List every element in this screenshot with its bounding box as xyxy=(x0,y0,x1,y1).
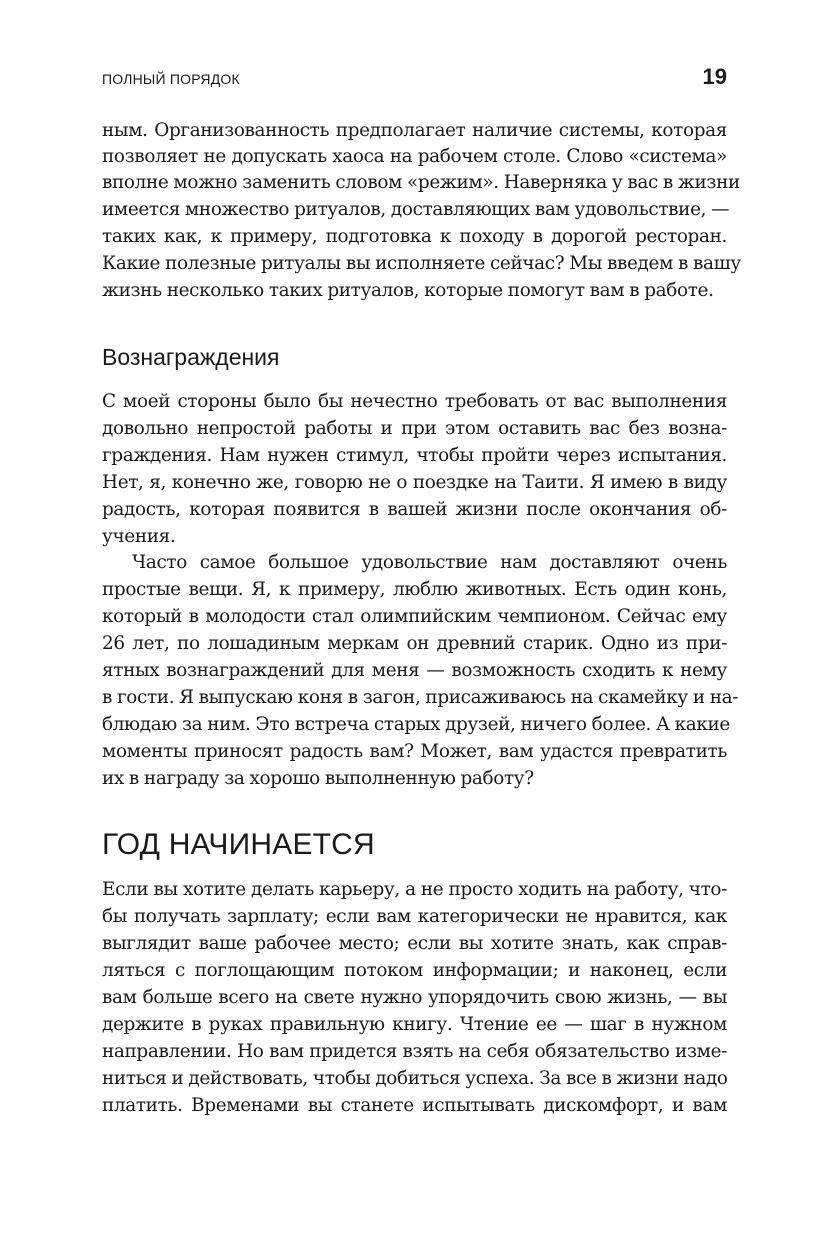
year-line: вам больше всего на свете нужно упорядочить свою жизнь, — вы xyxy=(102,987,727,1008)
year-line: платить. Временами вы станете испытывать дискомфорт, и вам xyxy=(102,1095,727,1116)
rewards-p1-line: учения. xyxy=(102,526,176,547)
rewards-p2-line: который в молодости стал олимпийским чемпионом. Сейчас ему xyxy=(102,606,727,627)
rewards-p1-line: С моей стороны было бы нечестно требовать от вас выполнения xyxy=(102,391,727,412)
year-line: ниться и действовать, чтобы добиться успеха. За все в жизни надо xyxy=(102,1068,728,1089)
intro-line: ным. Организованность предполагает наличие системы, которая xyxy=(102,120,727,141)
intro-line: таких как, к примеру, подготовка к походу в дорогой ресторан. xyxy=(102,226,727,247)
rewards-p1-line: довольно непростой работы и при этом оставить вас без возна- xyxy=(102,418,727,439)
intro-line: имеется множество ритуалов, доставляющих вам удовольствие, — xyxy=(102,199,730,220)
intro-line: жизнь несколько таких ритуалов, которые помогут вам в работе. xyxy=(102,280,714,301)
rewards-p2-line: в гости. Я выпускаю коня в загон, присаживаюсь на скамейку и на- xyxy=(102,687,739,708)
page-number: 19 xyxy=(702,64,727,89)
intro-line: позволяет не допускать хаоса на рабочем столе. Слово «система» xyxy=(102,146,727,167)
rewards-p1-line: Нет, я, конечно же, говорю не о поездке на Таити. Я имею в виду xyxy=(102,472,727,493)
year-line: направлении. Но вам придется взять на себя обязательство изме- xyxy=(102,1041,727,1062)
year-line: бы получать зарплату; если вам категорически не нравится, как xyxy=(102,906,727,927)
intro-line: Какие полезные ритуалы вы исполняете сейчас? Мы введем в вашу xyxy=(102,253,741,274)
rewards-p2-line: блюдаю за ним. Это встреча старых друзей, ничего более. А какие xyxy=(102,714,730,735)
rewards-p2-line: простые вещи. Я, к примеру, люблю животных. Есть один конь, xyxy=(102,579,727,600)
rewards-p1-line: граждения. Нам нужен стимул, чтобы пройти через испытания. xyxy=(102,445,727,466)
rewards-p2-line: моменты приносят радость вам? Может, вам удастся превратить xyxy=(102,741,727,762)
rewards-p2-line: их в награду за хорошо выполненную работу? xyxy=(102,768,534,789)
rewards-p2-line: Часто самое большое удовольствие нам доставляют очень xyxy=(132,552,727,573)
year-line: держите в руках правильную книгу. Чтение ее — шаг в нужном xyxy=(102,1014,727,1035)
year-line: Если вы хотите делать карьеру, а не просто ходить на работу, что- xyxy=(102,879,727,900)
rewards-p2-line: 26 лет, по лошадиным меркам он древний старик. Одно из при- xyxy=(102,633,727,654)
year-line: выглядит ваше рабочее место; если вы хотите знать, как справ- xyxy=(102,933,727,954)
rewards-p1-line: радость, которая появится в вашей жизни после окончания об- xyxy=(102,499,727,520)
rewards-p2-line: ятных вознаграждений для меня — возможность сходить к нему xyxy=(102,660,727,681)
year-line: ляться с поглощающим потоком информации; и наконец, если xyxy=(102,960,727,981)
section-title-year: ГОД НАЧИНАЕТСЯ xyxy=(102,828,375,861)
intro-line: вполне можно заменить словом «режим». Наверняка у вас в жизни xyxy=(102,172,740,193)
section-title-rewards: Вознаграждения xyxy=(102,344,280,370)
running-title: ПОЛНЫЙ ПОРЯДОК xyxy=(102,71,240,87)
